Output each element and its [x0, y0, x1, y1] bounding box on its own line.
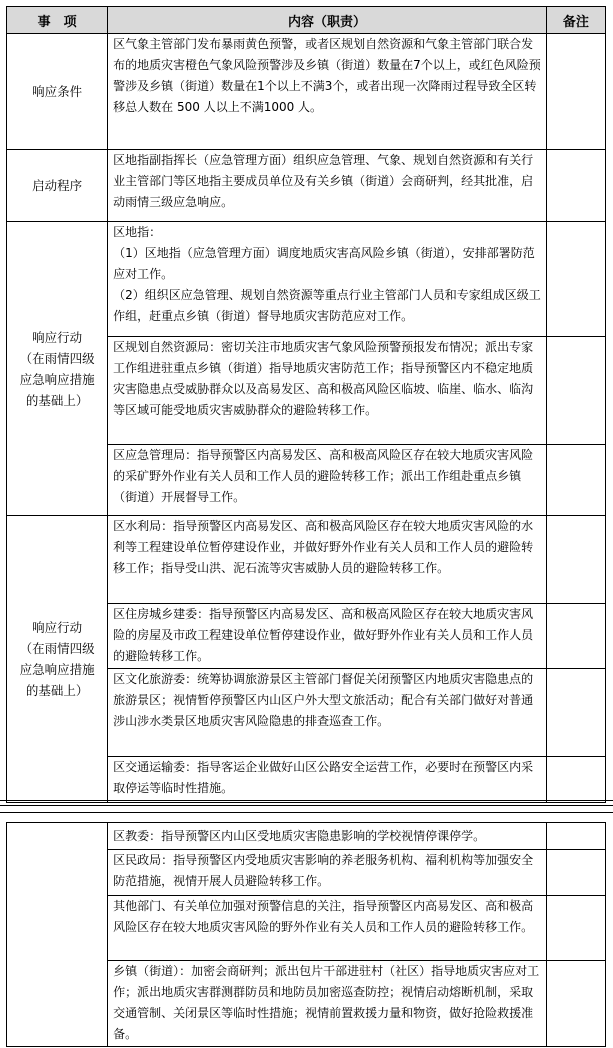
remark-cell	[546, 516, 605, 604]
content-education-commission: 区教委：指导预警区内山区受地质灾害隐患影响的学校视情停课停学。	[108, 823, 547, 850]
item-line: （在雨情四级	[19, 350, 95, 366]
item-line: 的基础上）	[25, 683, 89, 698]
table-row-startup	[7, 150, 606, 222]
item-line: 的基础上）	[25, 392, 89, 408]
table-header-row	[7, 7, 606, 34]
content-line: 区地指：	[113, 225, 162, 239]
content-civil-affairs: 区民政局：指导预警区内受地质灾害影响的养老服务机构、福利机构等加强安全防范措施，视情开展人员避险转移工作。	[108, 850, 547, 896]
item-startup: 启动程序	[7, 150, 108, 222]
content-planning-bureau: 区规划自然资源局：密切关注市地质灾害气象风险预警预报发布情况；派出专家工作组进驻重点乡镇（街道）指导地质灾害防范工作；指导预警区内不稳定地质灾害隐患点受威胁群众以及高易发区、高和极高风险区临坡、临崖、临水、临沟等区域可能受地质灾害威胁群众的避险转移工作。	[108, 337, 547, 445]
content-transport-commission: 区交通运输委：指导客运企业做好山区公路安全运营工作，必要时在预警区内采取停运等临时性措施。	[108, 757, 547, 803]
item-response-action-3	[7, 823, 108, 1047]
response-table-page-2	[6, 822, 606, 1047]
content-line: （1）区地指（应急管理方面）调度地质灾害高风险乡镇（街道），安排部署防范应对工作。	[113, 246, 535, 281]
remark-cell	[546, 337, 605, 445]
content-district-command	[108, 222, 547, 337]
table-row-action-district-command	[7, 222, 606, 337]
content-startup: 区地指副指挥长（应急管理方面）组织应急管理、气象、规划自然资源和有关行业主管部门等区地指主要成员单位及有关乡镇（街道）会商研判，经其批准，启动雨情三级应急响应。	[108, 150, 547, 222]
remark-cell	[546, 222, 605, 337]
remark-cell	[546, 604, 605, 669]
item-line: 应急响应措施	[19, 662, 95, 677]
item-response-action-2	[7, 516, 108, 803]
item-line: （在雨情四级	[19, 641, 95, 656]
content-housing-commission: 区住房城乡建委：指导预警区内高易发区、高和极高风险区存在较大地质灾害风险的房屋及市政工程建设单位暂停建设作业，做好野外作业有关人员和工作人员的避险转移工作。	[108, 604, 547, 669]
remark-cell	[546, 445, 605, 516]
header-content: 内容（职责）	[108, 7, 547, 34]
remark-cell	[546, 823, 605, 850]
item-line: 响应行动	[32, 620, 83, 635]
table-row-response-condition	[7, 34, 606, 150]
content-water-bureau: 区水利局：指导预警区内高易发区、高和极高风险区存在较大地质灾害风险的水利等工程建设单位暂停建设作业，并做好野外作业有关人员和工作人员的避险转移工作；指导受山洪、泥石流等灾害威胁人员的避险转移工作。	[108, 516, 547, 604]
remark-cell	[546, 757, 605, 803]
content-culture-tourism: 区文化旅游委：统筹协调旅游景区主管部门督促关闭预警区内地质灾害隐患点的旅游景区；视情暂停预警区内山区户外大型文旅活动；配合有关部门做好对普通涉山涉水类景区地质灾害风险隐患的排查巡查工作。	[108, 669, 547, 757]
page-break-line	[0, 812, 613, 813]
response-table-page-1	[6, 6, 606, 803]
header-item: 事 项	[7, 7, 108, 34]
remark-cell	[546, 150, 605, 222]
remark-cell	[546, 34, 605, 150]
remark-cell	[546, 896, 605, 961]
content-response-condition: 区气象主管部门发布暴雨黄色预警，或者区规划自然资源和气象主管部门联合发布的地质灾害橙色气象风险预警涉及乡镇（街道）数量在7个以上，或红色风险预警涉及乡镇（街道）数量在1个以上不满3个，或者出现一次降雨过程导致全区转移总人数在 500 人以上不满1000 人。	[108, 34, 547, 150]
item-line: 应急响应措施	[19, 371, 95, 387]
content-other-departments: 其他部门、有关单位加强对预警信息的关注，指导预警区内高易发区、高和极高风险区存在较大地质灾害风险的野外作业有关人员和工作人员的避险转移工作。	[108, 896, 547, 961]
content-emergency-bureau: 区应急管理局：指导预警区内高易发区、高和极高风险区存在较大地质灾害风险的采矿野外作业有关人员和工作人员的避险转移工作；派出工作组赴重点乡镇（街道）开展督导工作。	[108, 445, 547, 516]
content-line: （2）组织区应急管理、规划自然资源等重点行业主管部门人员和专家组成区级工作组，赶重点乡镇（街道）督导地质灾害防范应对工作。	[113, 288, 541, 323]
item-response-action-1	[7, 222, 108, 516]
page-break-separator	[0, 800, 613, 806]
table-row-action-water	[7, 516, 606, 604]
table-row-action-education	[7, 823, 606, 850]
item-response-condition: 响应条件	[7, 34, 108, 150]
remark-cell	[546, 669, 605, 757]
remark-cell	[546, 850, 605, 896]
item-line: 响应行动	[32, 329, 83, 345]
header-remark: 备注	[546, 7, 605, 34]
content-township: 乡镇（街道）：加密会商研判；派出包片干部进驻村（社区）指导地质灾害应对工作；派出地质灾害群测群防员和地防员加密巡查防控；视情启动熔断机制，采取交通管制、关闭景区等临时性措施；视情前置救援力量和物资，做好抢险救援准备。	[108, 961, 547, 1047]
remark-cell	[546, 961, 605, 1047]
